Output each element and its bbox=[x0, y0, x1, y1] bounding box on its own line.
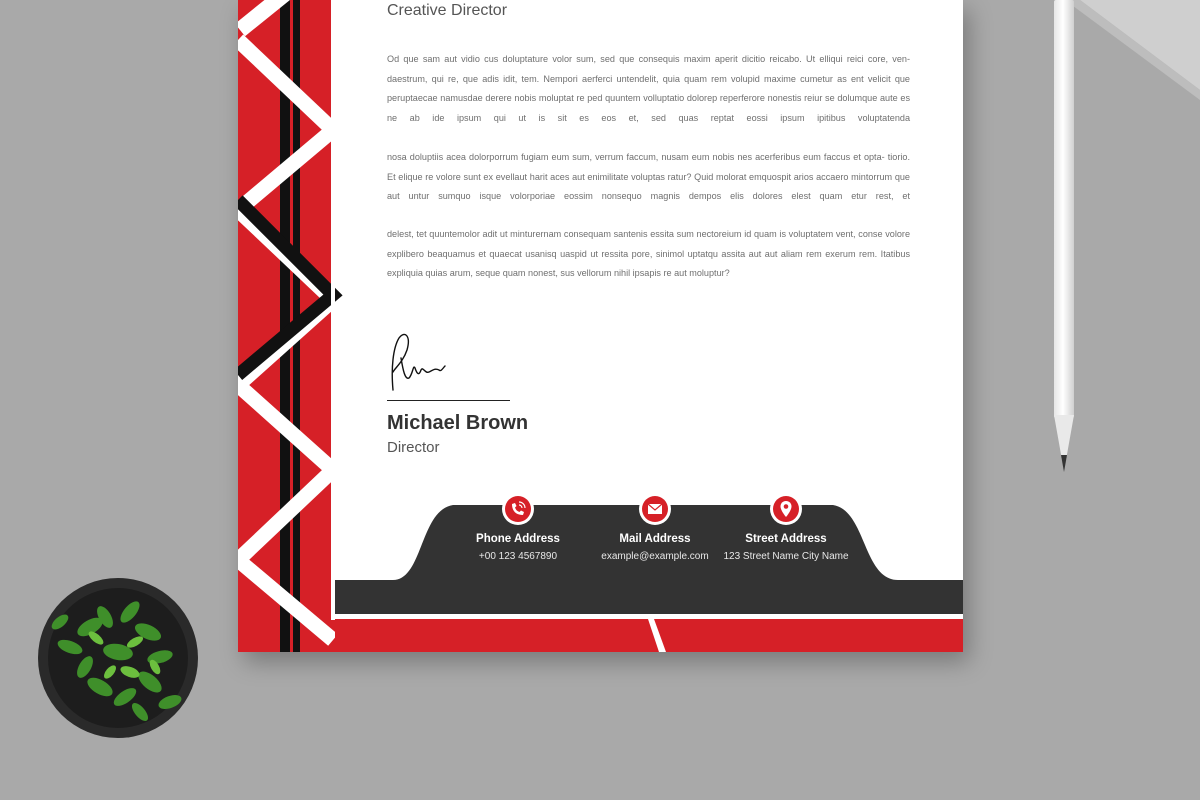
contact-phone-label: Phone Address bbox=[476, 533, 560, 545]
signature-line bbox=[387, 400, 510, 401]
contact-mail-label: Mail Address bbox=[619, 533, 691, 545]
contact-street bbox=[711, 492, 861, 562]
location-pin-icon bbox=[769, 492, 803, 526]
contact-mail bbox=[580, 492, 730, 562]
handwritten-signature bbox=[385, 328, 455, 398]
contact-phone-value: +00 123 4567890 bbox=[478, 551, 558, 562]
mail-icon bbox=[638, 492, 672, 526]
contact-street-value: 123 Street Name City Name bbox=[723, 551, 849, 562]
phone-icon bbox=[501, 492, 535, 526]
contact-phone bbox=[443, 492, 593, 562]
contact-street-label: Street Address bbox=[745, 533, 827, 545]
body-paragraph-2: nosa doluptiis acea dolorporrum fugiam eum sum, verrum faccum, nusam eum nobis nes acerferibus eum faccus et opta- tiorio. Et elique re volore sunt ex evellaut harit aces aut enimilitate voluptas ratur? Quid molorat emquospit arios accaero mintorrum que aut untur sumquo isque volorporiae eossim nonsequo magnis dempos elis dolores elest quam etur rest, et bbox=[387, 152, 910, 201]
body-paragraph-3: delest, tet quuntemolor adit ut minturernam consequam santenis essita sum nectoreium id quam is voluptatem vent, conse volore explibero beaquamus et quaecat usanisq uaspid ut ressita pore, sinimol uptatqu assita aut aut aliam rem exerum rem. Itatibus expliquia quias arum, seque quam nonest, sus vellorum nihil ipsapis re aut moluptur? bbox=[387, 229, 910, 278]
role-title: Creative Director bbox=[387, 2, 508, 19]
contact-mail-value: example@example.com bbox=[601, 551, 709, 562]
pencil-illustration bbox=[1040, 0, 1090, 480]
body-paragraph-1: Od que sam aut vidio cus doluptature volor sum, sed que consequis maxim aperit dicitio reicabo. Ut elliqui reici core, ven- daestrum, qui re, que adis idit, tem. Nempori aerferci untendelit, quia quam rem volupid maxime cumetur as ent velicit que peruptaecae namusdae derere nobis moluptat re ped quuntem volluptatio dolorep reperferore nonestis reiur se dolumque aute es ne ab ide ipsum qui ut is sit es eos et, sed quas reptat eossi ipsum ipitibus voluptatenda bbox=[387, 54, 910, 123]
signer-name: Michael Brown bbox=[387, 412, 529, 434]
letterhead-page bbox=[238, 0, 963, 652]
signer-role: Director bbox=[387, 439, 440, 456]
potted-plant-illustration bbox=[30, 572, 210, 747]
